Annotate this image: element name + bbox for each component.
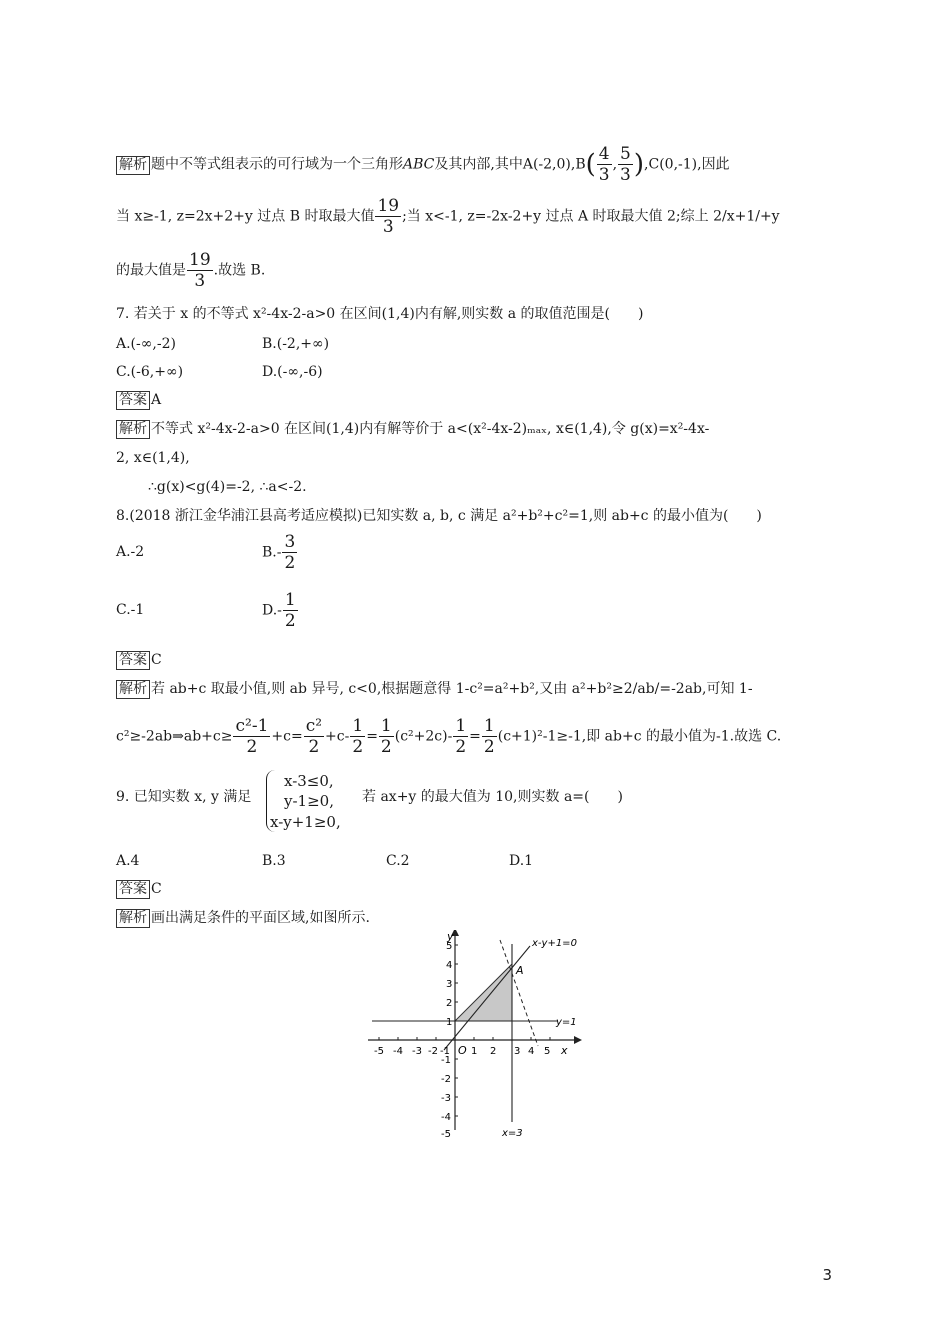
y-tick-label: 4 xyxy=(446,960,453,971)
q8-option-d: D.- $\frac{1}{2}$ xyxy=(262,590,296,631)
fraction: $\frac{19}{3}$ xyxy=(189,250,211,291)
x-tick-label: 3 xyxy=(514,1046,521,1057)
q7-option-d: D.(-∞,-6) xyxy=(262,364,323,380)
shaded-region xyxy=(455,964,512,1021)
line-label-x-3: x=3 xyxy=(502,1128,523,1139)
x-tick-label: 5 xyxy=(544,1046,551,1057)
y-tick-label: -3 xyxy=(441,1093,451,1104)
q9-option-a: A.4 xyxy=(116,853,140,869)
y-tick-label: -1 xyxy=(441,1055,451,1066)
point-a-label: A xyxy=(516,964,524,977)
q9-option-b: B.3 xyxy=(262,853,286,869)
line-label-x-y-1: x-y+1=0 xyxy=(532,938,577,949)
line-label-y-1: y=1 xyxy=(556,1017,577,1028)
analysis-tag: 解析 xyxy=(116,680,150,699)
y-tick-label: -2 xyxy=(441,1074,451,1085)
page-number: 3 xyxy=(822,1266,832,1284)
q7-analysis-3: ∴g(x)<g(4)=-2, ∴a<-2. xyxy=(148,479,307,495)
answer-tag: 答案 xyxy=(116,880,150,899)
prev-analysis-line-2: 当 x≥-1, z=2x+2+y 过点 B 时取最大值 $\frac{19}{3}$ ;当 x<-1, z=-2x-2+y 过点 A 时取最大值 2;综上 2/x+1/+y xyxy=(116,196,780,237)
analysis-tag: 解析 xyxy=(116,909,150,928)
y-tick-label: -5 xyxy=(441,1129,451,1140)
q8-option-c: C.-1 xyxy=(116,602,145,618)
feasible-region-figure xyxy=(362,930,592,1140)
x-tick-label: -2 xyxy=(428,1046,438,1057)
x-tick-label: 4 xyxy=(528,1046,535,1057)
prev-analysis-line-1: 解析 题中不等式组表示的可行域为一个三角形ABC及其内部,其中A(-2,0),B( $\frac{4}{3}$ , $\frac{5}{3}$ ),C(0,-1),因此 xyxy=(116,144,730,185)
fraction: $\frac{4}{3}$ xyxy=(598,144,610,185)
y-tick-label: 2 xyxy=(446,998,453,1009)
q7-analysis-2: 2, x∈(1,4), xyxy=(116,450,190,466)
origin-label: O xyxy=(458,1044,467,1057)
y-axis-label: y xyxy=(447,930,454,943)
q7-option-a: A.(-∞,-2) xyxy=(116,336,176,352)
q9-option-c: C.2 xyxy=(386,853,410,869)
q8-option-b: B.- $\frac{3}{2}$ xyxy=(262,532,296,573)
q9-analysis: 解析 画出满足条件的平面区域,如图所示. xyxy=(116,908,370,928)
q9-options xyxy=(116,851,566,871)
x-axis-label: x xyxy=(561,1044,568,1057)
q9-option-d: D.1 xyxy=(509,853,534,869)
line-x-minus-y-plus-1 xyxy=(444,946,530,1050)
q7-analysis-1: 解析 不等式 x²-4x-2-a>0 在区间(1,4)内有解等价于 a<(x²-4x-2)ₘₐₓ, x∈(1,4),令 g(x)=x²-4x- xyxy=(116,419,709,439)
y-tick-label: 5 xyxy=(446,941,453,952)
q8-analysis-2: c²≥-2ab⇒ab+c≥ $\frac{\text{c²-1}}{2}$ +c= $\frac{\text{c²}}{2}$ +c- $\frac{1}{2}$ = $\frac{1}{2}$ (c²+2c)- $\frac{1}{2}$ = $\frac{1}{2}$ (c+1)²-1≥-1,即 ab+c 的最小值为-1.故选 C. xyxy=(116,716,782,757)
q9-system-2: y-1≥0, xyxy=(284,792,334,810)
fraction: $\frac{19}{3}$ xyxy=(377,196,400,237)
q7-options-row-2 xyxy=(116,362,516,382)
q7-answer: 答案 A xyxy=(116,390,161,410)
x-tick-label: -3 xyxy=(412,1046,422,1057)
x-tick-label: -5 xyxy=(374,1046,384,1057)
q8-options-row-2 xyxy=(116,590,516,640)
y-tick-label: 3 xyxy=(446,979,453,990)
x-tick-label: -1 xyxy=(440,1046,450,1057)
answer-tag: 答案 xyxy=(116,651,150,670)
prev-analysis-line-3: 的最大值是 $\frac{19}{3}$ .故选 B. xyxy=(116,250,266,291)
x-tick-label: -4 xyxy=(393,1046,403,1057)
q8-option-a: A.-2 xyxy=(116,544,145,560)
y-tick-label: -4 xyxy=(441,1112,451,1123)
q8-analysis-1: 解析 若 ab+c 取最小值,则 ab 异号, c<0,根据题意得 1-c²=a²+b²,又由 a²+b²≥2/ab/=-2ab,可知 1- xyxy=(116,679,753,699)
analysis-tag: 解析 xyxy=(116,156,150,175)
x-tick-label: 2 xyxy=(490,1046,497,1057)
q9-system-3: x-y+1≥0, xyxy=(270,813,341,831)
q8-answer: 答案 C xyxy=(116,650,162,670)
answer-tag: 答案 xyxy=(116,391,150,410)
x-tick-label: 1 xyxy=(471,1046,478,1057)
fraction: $\frac{5}{3}$ xyxy=(620,144,631,185)
q7-stem: 7. 若关于 x 的不等式 x²-4x-2-a>0 在区间(1,4)内有解,则实数 a 的取值范围是( ) xyxy=(116,306,644,322)
q7-option-b: B.(-2,+∞) xyxy=(262,336,330,352)
q9-system-1: x-3≤0, xyxy=(284,772,334,790)
q8-options-row-1 xyxy=(116,532,516,582)
q7-options-row-1 xyxy=(116,334,516,354)
analysis-tag: 解析 xyxy=(116,420,150,439)
q8-stem: 8.(2018 浙江金华浦江县高考适应模拟)已知实数 a, b, c 满足 a²+b²+c²=1,则 ab+c 的最小值为( ) xyxy=(116,508,762,524)
q7-option-c: C.(-6,+∞) xyxy=(116,364,184,380)
q9-stem-post: 若 ax+y 的最大值为 10,则实数 a=( ) xyxy=(362,789,623,805)
y-tick-label: 1 xyxy=(446,1017,453,1028)
q9-answer: 答案 C xyxy=(116,879,162,899)
x-axis-arrow xyxy=(574,1036,582,1044)
q9-stem-pre: 9. 已知实数 x, y 满足 xyxy=(116,789,252,805)
